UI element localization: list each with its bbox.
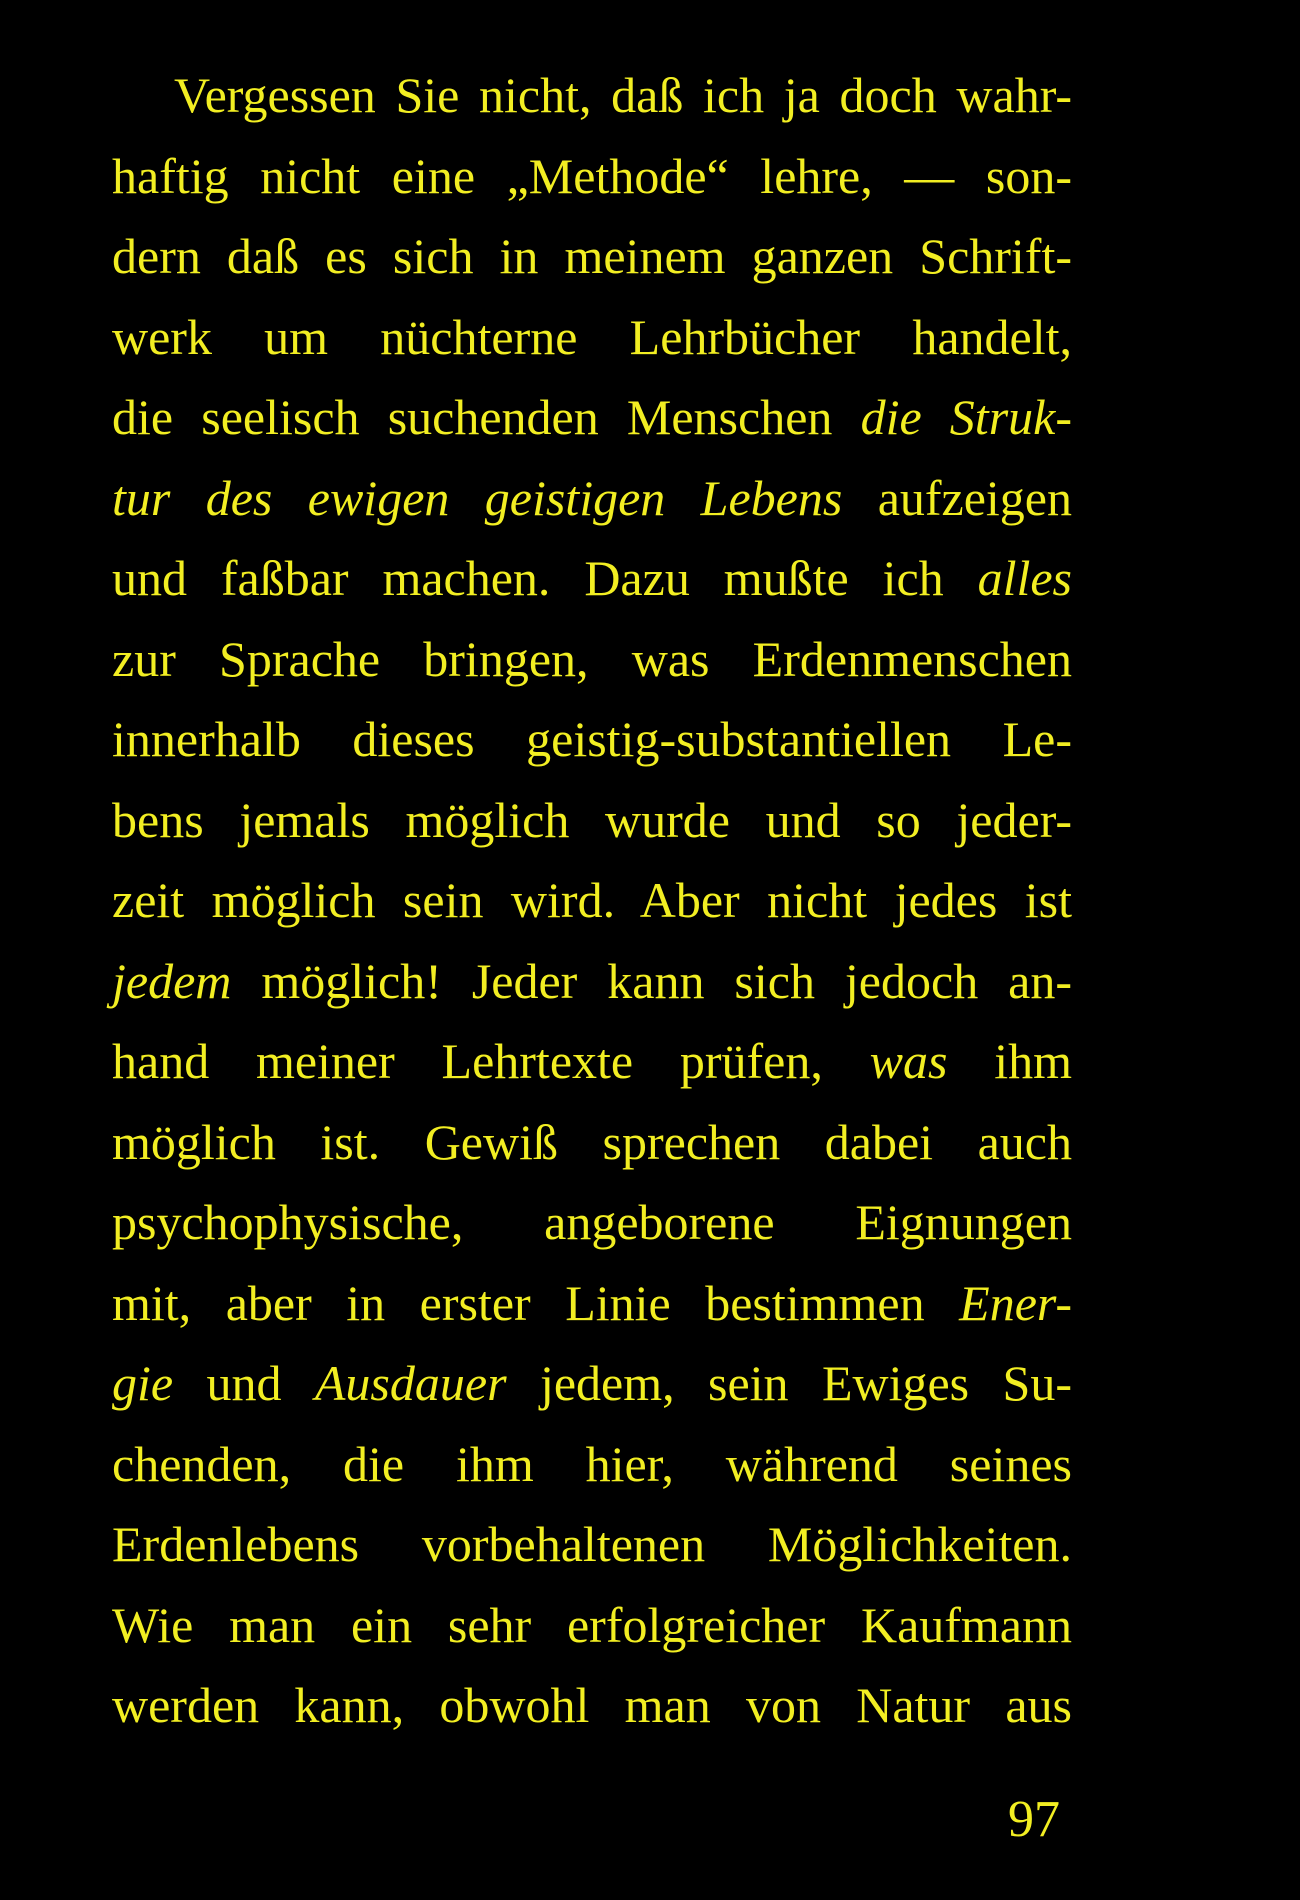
- text-line: [112, 1021, 1072, 1102]
- text-line: [112, 55, 1072, 136]
- text-line: [112, 699, 1072, 780]
- text-segment: mit, aber in erster Linie bestimmen: [112, 1274, 960, 1331]
- text-line: [112, 1665, 1072, 1746]
- text-segment: möglich! Jeder kann sich jedoch an-: [231, 952, 1072, 1009]
- text-segment: zeit möglich sein wird. Aber nicht jedes ist: [112, 872, 1072, 928]
- text-segment: dern daß es sich in meinem ganzen Schrift-: [112, 228, 1072, 284]
- body-text: [112, 55, 1072, 1746]
- text-line: [112, 1182, 1072, 1263]
- text-segment: und: [173, 1355, 315, 1411]
- text-segment: Wie man ein sehr erfolgreicher Kaufmann: [112, 1596, 1072, 1653]
- text-line: [112, 619, 1072, 700]
- text-segment: chenden, die ihm hier, während seines: [112, 1435, 1072, 1492]
- italic-text: Ener-: [959, 1274, 1072, 1331]
- text-line: [112, 136, 1072, 217]
- text-segment: haftig nicht eine „Methode“ lehre, — son-: [112, 147, 1072, 204]
- text-line: [112, 1102, 1072, 1183]
- italic-text: die Struk-: [860, 389, 1073, 445]
- text-segment: Erdenlebens vorbehaltenen Möglichkeiten.: [112, 1516, 1072, 1572]
- italic-text: alles: [977, 550, 1072, 606]
- text-line: [112, 1504, 1072, 1585]
- text-line: [112, 216, 1072, 297]
- text-segment: die seelisch suchenden Menschen: [112, 389, 861, 445]
- text-line: [112, 458, 1072, 539]
- text-segment: psychophysische, angeborene Eignungen: [112, 1194, 1072, 1250]
- text-segment: Vergessen Sie nicht, daß ich ja doch wahr-: [174, 67, 1072, 123]
- italic-text: jedem: [112, 952, 232, 1009]
- text-segment: zur Sprache bringen, was Erdenmenschen: [112, 630, 1072, 687]
- text-segment: hand meiner Lehrtexte prüfen,: [112, 1033, 870, 1089]
- text-segment: bens jemals möglich wurde und so jeder-: [112, 791, 1072, 848]
- text-line: [112, 1343, 1072, 1424]
- text-segment: ihm: [947, 1033, 1072, 1089]
- text-segment: möglich ist. Gewiß sprechen dabei auch: [112, 1113, 1072, 1170]
- text-line: [112, 860, 1072, 941]
- text-segment: werk um nüchterne Lehrbücher handelt,: [112, 308, 1072, 365]
- italic-text: Ausdauer: [314, 1355, 507, 1411]
- text-segment: innerhalb dieses geistig-substantiellen Le-: [112, 711, 1072, 767]
- text-line: [112, 941, 1072, 1022]
- text-segment: aufzeigen: [842, 469, 1073, 526]
- text-line: [112, 1263, 1072, 1344]
- text-line: [112, 297, 1072, 378]
- text-line: [112, 1424, 1072, 1505]
- text-line: [112, 780, 1072, 861]
- text-line: [112, 538, 1072, 619]
- italic-text: gie: [112, 1355, 174, 1411]
- italic-text: was: [869, 1033, 948, 1089]
- text-segment: und faßbar machen. Dazu mußte ich: [112, 550, 978, 606]
- italic-text: tur des ewigen geistigen Lebens: [112, 469, 843, 526]
- text-segment: jedem, sein Ewiges Su-: [506, 1355, 1072, 1411]
- text-line: [112, 1585, 1072, 1666]
- text-line: [112, 377, 1072, 458]
- page-number: 97: [1008, 1791, 1060, 1848]
- text-segment: werden kann, obwohl man von Natur aus: [112, 1677, 1072, 1733]
